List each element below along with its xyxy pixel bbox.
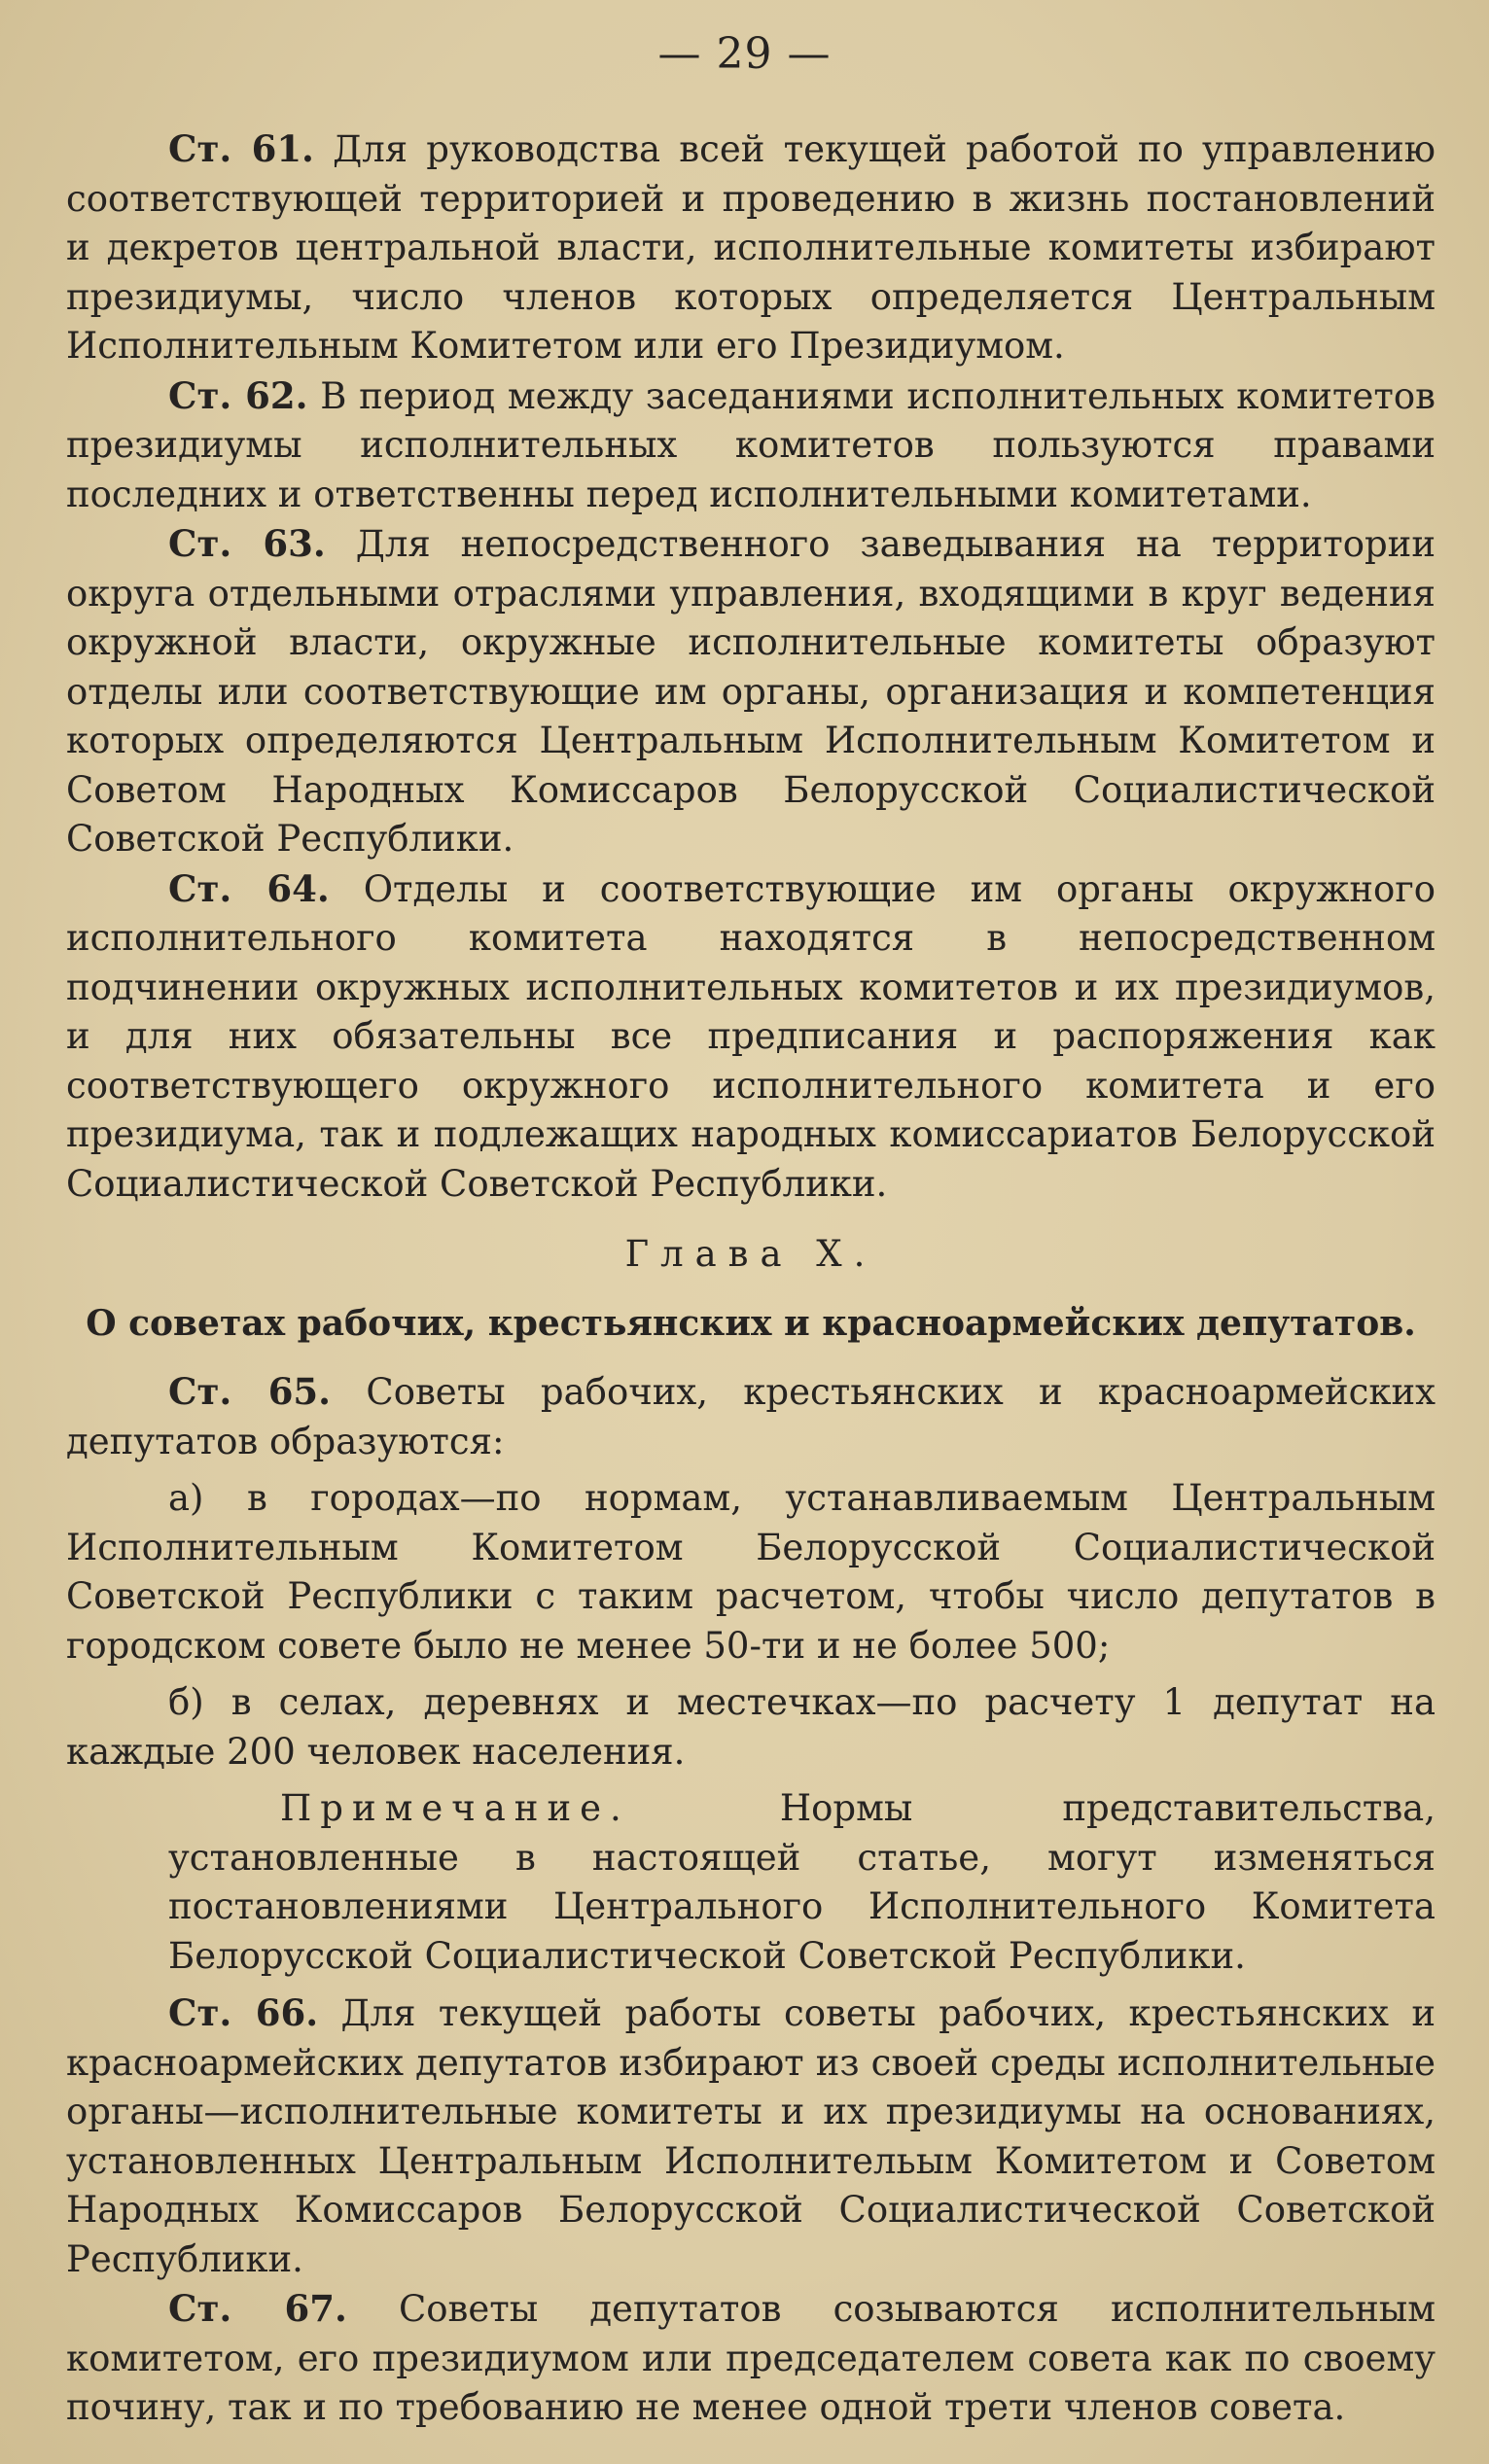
- article-65: [66, 1367, 1436, 1466]
- article-text: Советы депутатов созываются исполнительным комитетом, его президиумом или председателем совета как по своему почину, так и по требованию не менее одной трети членов совета.: [66, 2288, 1436, 2428]
- article-label: Ст. 61.: [168, 127, 314, 170]
- article-label: Ст. 62.: [168, 373, 308, 417]
- article-text: Советы рабочих, крестьянских и красноармейских депутатов образуются:: [66, 1371, 1436, 1462]
- article-64: [66, 864, 1436, 1210]
- article-label: Ст. 65.: [168, 1370, 332, 1413]
- article-67: [66, 2284, 1436, 2433]
- article-65-item-b: б) в селах, деревнях и местечках—по расчету 1 депутат на каждые 200 человек населения.: [66, 1681, 1436, 1773]
- article-text: Отделы и соответствующие им органы окружного исполнительного комитета находятся в непосредственном подчинении окружных исполнительных комитетов и их президиумов, и для них обязательны все предписания и распоряжения как соответствующего окружного исполнительного комитета и его президиума, так и подлежащих народных комиссариатов Белорусской Социалистической Советской Республики.: [66, 867, 1436, 1205]
- page-number: — 29 —: [657, 29, 832, 79]
- page-body: [66, 124, 1436, 2433]
- article-62: [66, 371, 1436, 520]
- article-text: Для текущей работы советы рабочих, крестьянских и красноармейских депутатов избирают из своей среды исполнительные органы—исполнительные комитеты и их президиумы на основаниях, установленных Центральным Исполнительым Комитетом и Советом Народных Комиссаров Белорусской Социалистической Советской Республики.: [66, 1992, 1436, 2280]
- note-label: Примечание.: [280, 1787, 630, 1829]
- article-text: В период между заседаниями исполнительных комитетов президиумы исполнительных комитетов пользуются правами последних и ответственны перед исполнительными комитетами.: [66, 374, 1436, 515]
- article-text: Для непосредственного заведывания на территории округа отдельными отраслями управления, входящими в круг ведения окружной власти, окружные исполнительные комитеты образуют отделы или соответствующие им органы, организация и компетенция которых определяются Центральным Исполнительным Комитетом и Советом Народных Комиссаров Белорусской Социалистической Советской Республики.: [66, 523, 1436, 860]
- article-label: Ст. 64.: [168, 866, 330, 910]
- article-66: [66, 1989, 1436, 2284]
- article-65-item-a: а) в городах—по нормам, устанавливаемым Центральным Исполнительным Комитетом Белорусской Социалистической Советской Республики с таким расчетом, чтобы число депутатов в городском совете было не менее 50-ти и не более 500;: [66, 1477, 1436, 1667]
- article-label: Ст. 63.: [168, 522, 326, 565]
- article-label: Ст. 67.: [168, 2287, 347, 2330]
- article-65-note: [168, 1784, 1436, 1981]
- article-label: Ст. 66.: [168, 1991, 319, 2034]
- article-63: [66, 519, 1436, 864]
- chapter-heading: Глава X.: [624, 1233, 877, 1275]
- note-text: Нормы представительства, установленные в настоящей статье, могут изменяться постановлениями Центрального Исполнительного Комитета Белорусской Социалистической Советской Республики.: [168, 1787, 1436, 1977]
- chapter-title: О советах рабочих, крестьянских и красноармейских депутатов.: [86, 1302, 1416, 1344]
- article-61: [66, 124, 1436, 371]
- article-text: Для руководства всей текущей работой по управлению соответствующей территорией и проведению в жизнь постановлений и декретов центральной власти, исполнительные комитеты избирают президиумы, число членов которых определяется Центральным Исполнительным Комитетом или его Президиумом.: [66, 128, 1436, 367]
